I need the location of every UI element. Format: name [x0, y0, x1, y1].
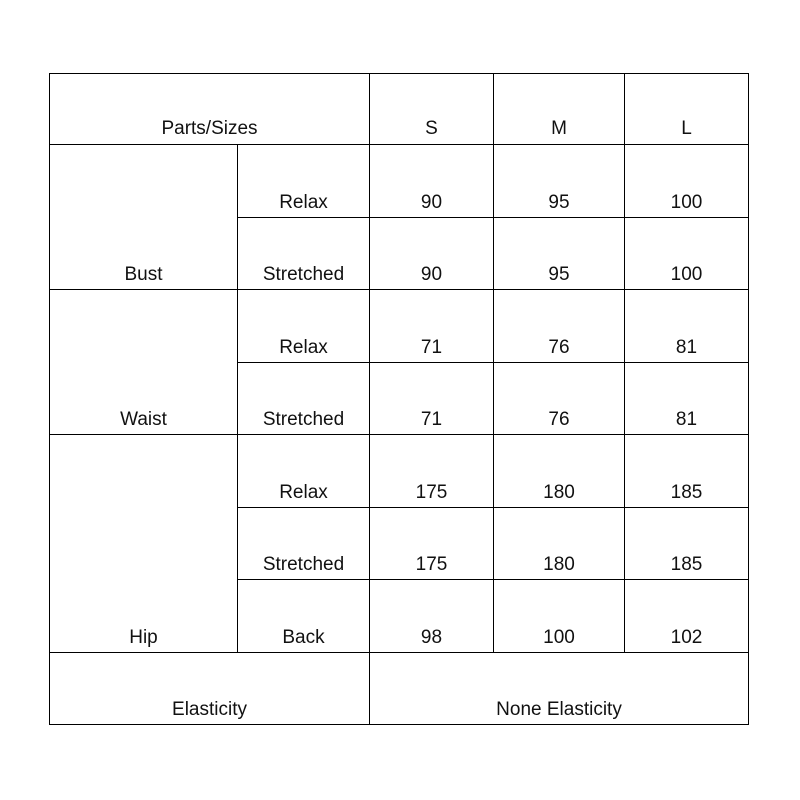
hip-relax-m: 180: [494, 435, 625, 507]
waist-relax-label: Relax: [238, 290, 370, 362]
size-s-header: S: [370, 73, 494, 145]
waist-stretched-label: Stretched: [238, 363, 370, 435]
hip-back-label: Back: [238, 580, 370, 652]
hip-label: Hip: [49, 435, 238, 652]
waist-stretched-m: 76: [494, 363, 625, 435]
bust-stretched-s: 90: [370, 218, 494, 290]
bust-relax-s: 90: [370, 145, 494, 217]
size-chart-table: [49, 73, 749, 725]
bust-relax-m: 95: [494, 145, 625, 217]
waist-label: Waist: [49, 290, 238, 435]
waist-relax-s: 71: [370, 290, 494, 362]
bust-stretched-m: 95: [494, 218, 625, 290]
elasticity-value: None Elasticity: [370, 653, 749, 725]
hip-stretched-s: 175: [370, 508, 494, 580]
bust-stretched-label: Stretched: [238, 218, 370, 290]
waist-relax-m: 76: [494, 290, 625, 362]
hip-relax-l: 185: [625, 435, 749, 507]
waist-stretched-s: 71: [370, 363, 494, 435]
hip-relax-s: 175: [370, 435, 494, 507]
hip-stretched-l: 185: [625, 508, 749, 580]
size-l-header: L: [625, 73, 749, 145]
waist-stretched-l: 81: [625, 363, 749, 435]
size-m-header: M: [494, 73, 625, 145]
bust-label: Bust: [49, 145, 238, 290]
hip-relax-label: Relax: [238, 435, 370, 507]
bust-relax-label: Relax: [238, 145, 370, 217]
hip-stretched-m: 180: [494, 508, 625, 580]
waist-relax-l: 81: [625, 290, 749, 362]
elasticity-label: Elasticity: [49, 653, 370, 725]
bust-stretched-l: 100: [625, 218, 749, 290]
parts-sizes-header: Parts/Sizes: [49, 73, 370, 145]
hip-back-s: 98: [370, 580, 494, 652]
hip-back-l: 102: [625, 580, 749, 652]
hip-back-m: 100: [494, 580, 625, 652]
hip-stretched-label: Stretched: [238, 508, 370, 580]
bust-relax-l: 100: [625, 145, 749, 217]
